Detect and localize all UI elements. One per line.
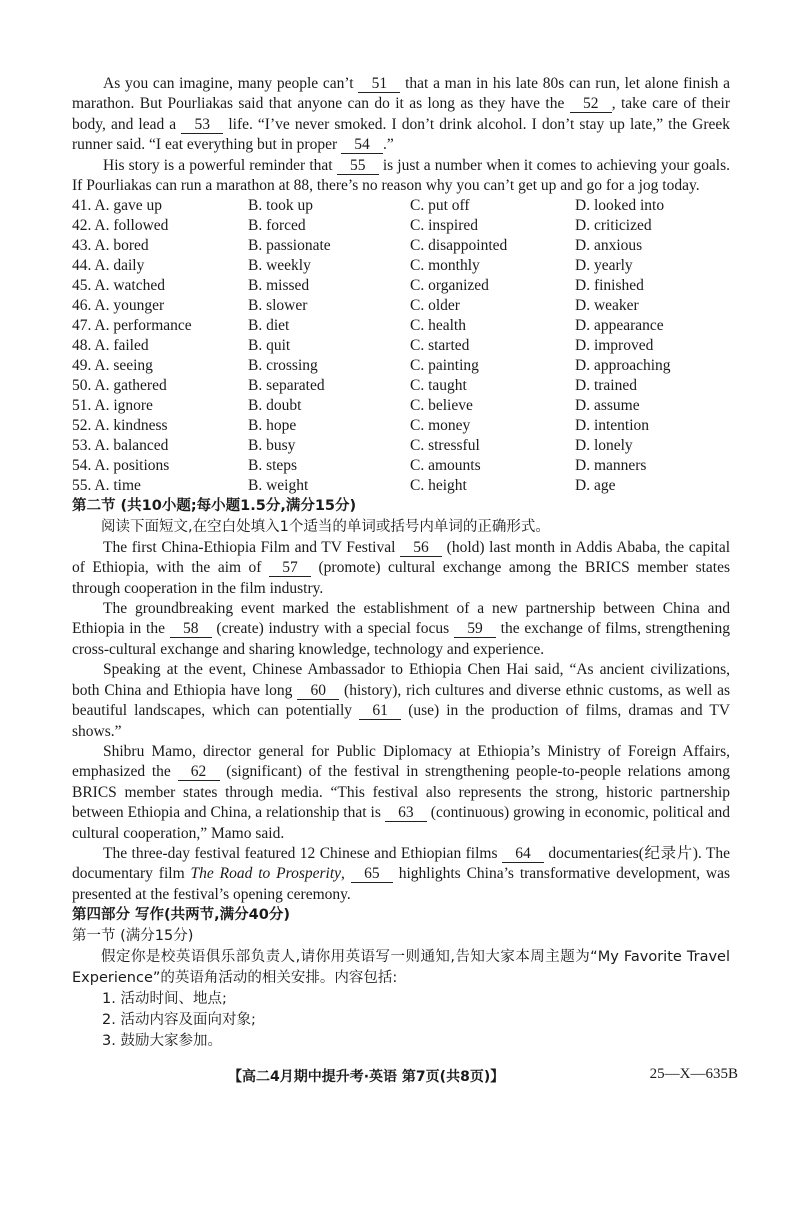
option-row	[72, 436, 730, 456]
blank-64: 64	[502, 846, 544, 863]
option-a: 43. A. bored	[72, 237, 149, 255]
page-footer	[228, 1066, 738, 1086]
option-d: D. intention	[575, 417, 650, 435]
paragraph: Speaking at the event, Chinese Ambassador to Ethiopia Chen Hai said, “As ancient civilizations, both China and Ethiopia have long 60 (history), rich cultures and diverse ethnic customs, as well as beautiful landscapes, which can potentially 61 (use) in the production of films, dramas and TV shows.”	[72, 661, 731, 740]
option-d: D. looked into	[575, 197, 665, 215]
option-b: B. crossing	[248, 357, 318, 375]
option-c: C. put off	[410, 197, 470, 215]
option-row	[72, 456, 730, 476]
blank-54: 54	[341, 137, 383, 154]
option-b: B. passionate	[248, 237, 331, 255]
option-c: C. older	[410, 297, 460, 315]
blank-51: 51	[358, 76, 400, 93]
option-b: B. weekly	[248, 257, 311, 275]
option-d: D. anxious	[575, 237, 643, 255]
section-2-instruction: 阅读下面短文,在空白处填入1个适当的单词或括号内单词的正确形式。	[101, 519, 550, 536]
blank-53: 53	[181, 117, 223, 134]
option-row	[72, 396, 730, 416]
option-c: C. taught	[410, 377, 467, 395]
option-row	[72, 256, 730, 276]
requirement-2: 2. 活动内容及面向对象;	[102, 1012, 256, 1029]
paragraph: His story is a powerful reminder that 55 is just a number when it comes to achieving your goals. If Pourliakas can run a marathon at 88, there’s no reason why you can’t get up and go for a jog today.	[72, 156, 731, 195]
footer-code: 25—X—635B	[649, 1066, 738, 1082]
blank-63: 63	[385, 805, 427, 822]
option-b: B. quit	[248, 337, 291, 355]
options-table	[72, 196, 730, 496]
option-row	[72, 216, 730, 236]
option-c: C. amounts	[410, 457, 481, 475]
requirement-1: 1. 活动时间、地点;	[102, 991, 227, 1008]
writing-prompt: 假定你是校英语俱乐部负责人,请你用英语写一则通知,告知大家本周主题为“My Favorite Travel Experience”的英语角活动的相关安排。内容包括:	[72, 949, 730, 987]
blank-56: 56	[400, 540, 442, 557]
option-d: D. yearly	[575, 257, 633, 275]
option-c: C. health	[410, 317, 466, 335]
option-b: B. doubt	[248, 397, 302, 415]
option-row	[72, 296, 730, 316]
option-c: C. inspired	[410, 217, 479, 235]
option-a: 50. A. gathered	[72, 377, 167, 395]
option-a: 47. A. performance	[72, 317, 192, 335]
option-c: C. stressful	[410, 437, 480, 455]
blank-59: 59	[454, 621, 496, 638]
blank-55: 55	[337, 158, 379, 175]
option-row	[72, 276, 730, 296]
section-2-title: 第二节 (共10小题;每小题1.5分,满分15分)	[72, 498, 357, 515]
option-a: 42. A. followed	[72, 217, 169, 235]
requirement-3: 3. 鼓励大家参加。	[102, 1033, 222, 1050]
film-title: The Road to Prosperity	[190, 865, 342, 883]
option-c: C. painting	[410, 357, 479, 375]
option-a: 49. A. seeing	[72, 357, 153, 375]
paragraph: The three-day festival featured 12 Chinese and Ethiopian films 64 documentaries(纪录片). The documentary film The Road to Prosperity, 65 highlights China’s transformative development, was presented at the festival’s opening ceremony.	[72, 844, 731, 903]
option-d: D. manners	[575, 457, 647, 475]
option-b: B. missed	[248, 277, 310, 295]
option-c: C. believe	[410, 397, 473, 415]
paragraph: Shibru Mamo, director general for Public Diplomacy at Ethiopia’s Ministry of Foreign Affairs, emphasized the 62 (significant) of the festival in strengthening people-to-people relations among BRICS member states through media. “This festival also represents the strong, historic partnership between Ethiopia and China, a relationship that is 63 (continuous) growing in economic, political and cultural cooperation,” Mamo said.	[72, 742, 730, 842]
option-b: B. separated	[248, 377, 325, 395]
paragraph: As you can imagine, many people can’t 51 that a man in his late 80s can run, let alone finish a marathon. But Pourliakas said that anyone can do it as long as they have the 52 , take care of their body, and lead a 53 life. “I’ve never smoked. I don’t drink alcohol. I don’t stay up late,” the Greek runner said. “I eat everything but in proper 54 .”	[72, 75, 731, 154]
cloze-passage-end	[72, 74, 730, 196]
option-b: B. slower	[248, 297, 308, 315]
option-c: C. monthly	[410, 257, 480, 275]
option-a: 45. A. watched	[72, 277, 165, 295]
option-row	[72, 476, 730, 496]
option-a: 41. A. gave up	[72, 197, 162, 215]
option-c: C. organized	[410, 277, 489, 295]
option-a: 48. A. failed	[72, 337, 149, 355]
option-d: D. finished	[575, 277, 644, 295]
option-b: B. weight	[248, 477, 309, 495]
option-row	[72, 316, 730, 336]
blank-61: 61	[359, 703, 401, 720]
option-a: 52. A. kindness	[72, 417, 168, 435]
option-d: D. appearance	[575, 317, 664, 335]
blank-52: 52	[570, 96, 612, 113]
blank-62: 62	[178, 764, 220, 781]
blank-65: 65	[351, 866, 393, 883]
footer-exam-info: 【高二4月期中提升考·英语 第7页(共8页)】	[228, 1069, 505, 1085]
part-4-subtitle: 第一节 (满分15分)	[72, 928, 194, 945]
option-d: D. improved	[575, 337, 654, 355]
option-b: B. diet	[248, 317, 290, 335]
option-a: 53. A. balanced	[72, 437, 169, 455]
part-4-writing	[72, 905, 730, 1052]
option-d: D. criticized	[575, 217, 652, 235]
option-a: 44. A. daily	[72, 257, 145, 275]
option-row	[72, 236, 730, 256]
option-row	[72, 196, 730, 216]
option-b: B. took up	[248, 197, 314, 215]
option-b: B. hope	[248, 417, 297, 435]
paragraph: The first China-Ethiopia Film and TV Festival 56 (hold) last month in Addis Ababa, the capital of Ethiopia, with the aim of 57 (promote) cultural exchange among the BRICS member states through cooperation in the film industry.	[72, 538, 731, 597]
option-d: D. lonely	[575, 437, 633, 455]
option-c: C. disappointed	[410, 237, 508, 255]
option-b: B. busy	[248, 437, 296, 455]
blank-60: 60	[297, 683, 339, 700]
option-b: B. forced	[248, 217, 306, 235]
option-d: D. weaker	[575, 297, 639, 315]
option-b: B. steps	[248, 457, 298, 475]
option-row	[72, 336, 730, 356]
blank-57: 57	[269, 560, 311, 577]
option-c: C. height	[410, 477, 467, 495]
option-c: C. started	[410, 337, 470, 355]
option-a: 55. A. time	[72, 477, 141, 495]
option-a: 46. A. younger	[72, 297, 165, 315]
paragraph: The groundbreaking event marked the establishment of a new partnership between China and Ethiopia in the 58 (create) industry with a special focus 59 the exchange of films, strengthening cross-cultural exchange and sharing knowledge, technology and experience.	[72, 600, 731, 658]
option-d: D. age	[575, 477, 616, 495]
option-d: D. approaching	[575, 357, 671, 375]
part-4-title: 第四部分 写作(共两节,满分40分)	[72, 907, 290, 924]
option-row	[72, 416, 730, 436]
option-d: D. trained	[575, 377, 637, 395]
option-d: D. assume	[575, 397, 640, 415]
option-a: 54. A. positions	[72, 457, 170, 475]
section-2	[72, 496, 730, 905]
blank-58: 58	[170, 621, 212, 638]
option-row	[72, 376, 730, 396]
option-a: 51. A. ignore	[72, 397, 153, 415]
option-c: C. money	[410, 417, 471, 435]
option-row	[72, 356, 730, 376]
